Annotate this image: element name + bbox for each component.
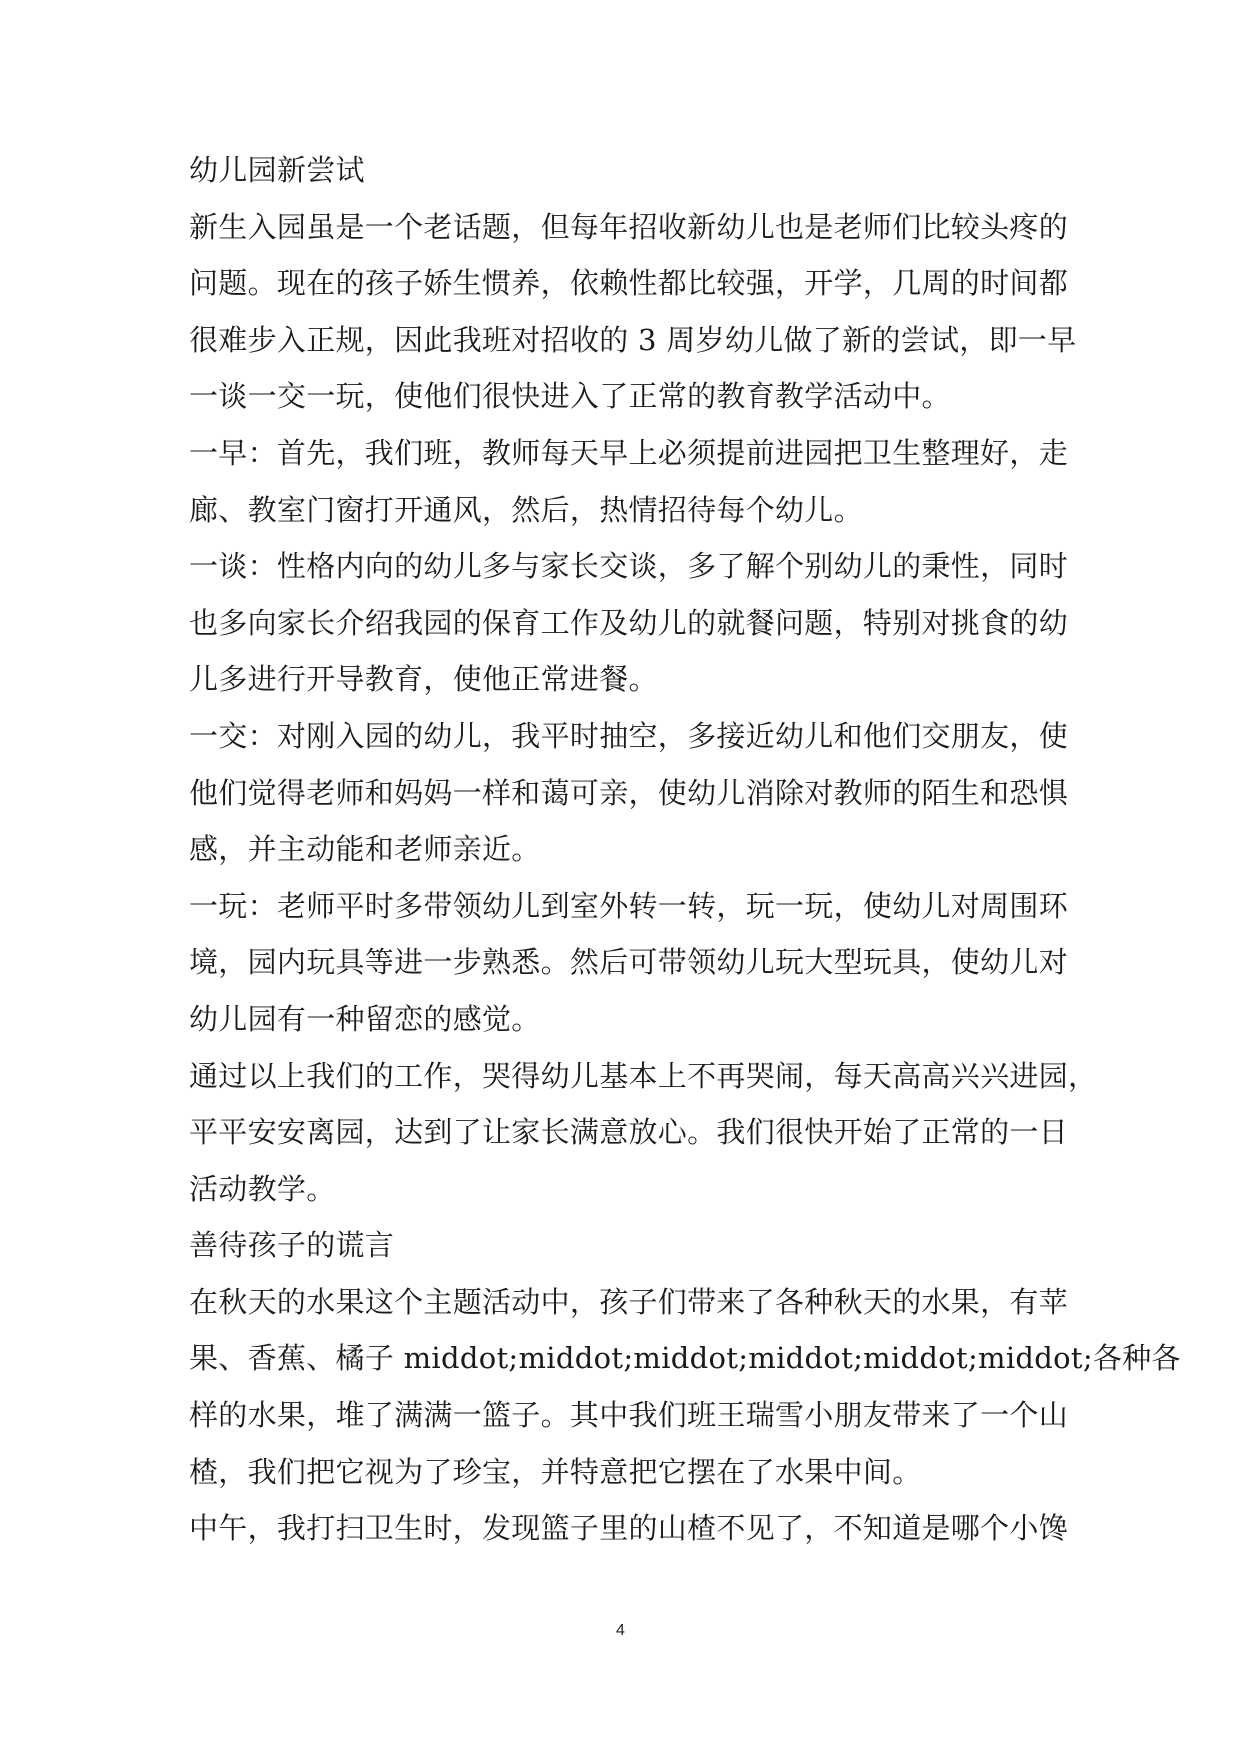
- text-line: 活动教学。: [189, 1171, 336, 1206]
- section-heading-children-lies: 善待孩子的谎言: [189, 1228, 395, 1263]
- text-line: 感，并主动能和老师亲近。: [189, 832, 541, 867]
- text-line: 平平安安离园，达到了让家长满意放心。我们很快开始了正常的一日: [189, 1115, 1069, 1150]
- text-line: 他们觉得老师和妈妈一样和蔼可亲，使幼儿消除对教师的陌生和恐惧: [189, 775, 1069, 810]
- text-line: 一谈一交一玩，使他们很快进入了正常的教育教学活动中。: [189, 379, 951, 414]
- text-line: 儿多进行开导教育，使他正常进餐。: [189, 662, 658, 697]
- text-line: 也多向家长介绍我园的保育工作及幼儿的就餐问题，特别对挑食的幼: [189, 605, 1069, 640]
- document-body: [189, 142, 1181, 1557]
- page-number: 4: [616, 1622, 625, 1639]
- text-line: 一早：首先，我们班，教师每天早上必须提前进园把卫生整理好，走: [189, 435, 1069, 470]
- text-line: 中午，我打扫卫生时，发现篮子里的山楂不见了，不知道是哪个小馋: [189, 1511, 1069, 1546]
- text-line: 样的水果，堆了满满一篮子。其中我们班王瑞雪小朋友带来了一个山: [189, 1398, 1069, 1433]
- text-line: 问题。现在的孩子娇生惯养，依赖性都比较强，开学，几周的时间都: [189, 266, 1069, 301]
- text-line: 在秋天的水果这个主题活动中，孩子们带来了各种秋天的水果，有苹: [189, 1284, 1069, 1319]
- section-heading-new-attempt: 幼儿园新尝试: [189, 153, 365, 187]
- text-line: 幼儿园有一种留恋的感觉。: [189, 1001, 541, 1036]
- text-line: 一交：对刚入园的幼儿，我平时抽空，多接近幼儿和他们交朋友，使: [189, 718, 1069, 753]
- text-line: 果、香蕉、橘子 middot;middot;middot;middot;middot;middot;各种各: [189, 1341, 1181, 1376]
- text-line: 一玩：老师平时多带领幼儿到室外转一转，玩一玩，使幼儿对周围环: [189, 888, 1069, 923]
- text-line: 新生入园虽是一个老话题，但每年招收新幼儿也是老师们比较头疼的: [189, 209, 1069, 244]
- text-line: 楂，我们把它视为了珍宝，并特意把它摆在了水果中间。: [189, 1454, 922, 1489]
- text-line: 通过以上我们的工作，哭得幼儿基本上不再哭闹，每天高高兴兴进园，: [189, 1058, 1098, 1093]
- text-line: 很难步入正规，因此我班对招收的 3 周岁幼儿做了新的尝试，即一早: [189, 322, 1077, 357]
- text-line: 境，园内玩具等进一步熟悉。然后可带领幼儿玩大型玩具，使幼儿对: [189, 945, 1069, 980]
- text-line: 一谈：性格内向的幼儿多与家长交谈，多了解个别幼儿的秉性，同时: [189, 549, 1069, 584]
- text-line: 廊、教室门窗打开通风，然后，热情招待每个幼儿。: [189, 492, 863, 527]
